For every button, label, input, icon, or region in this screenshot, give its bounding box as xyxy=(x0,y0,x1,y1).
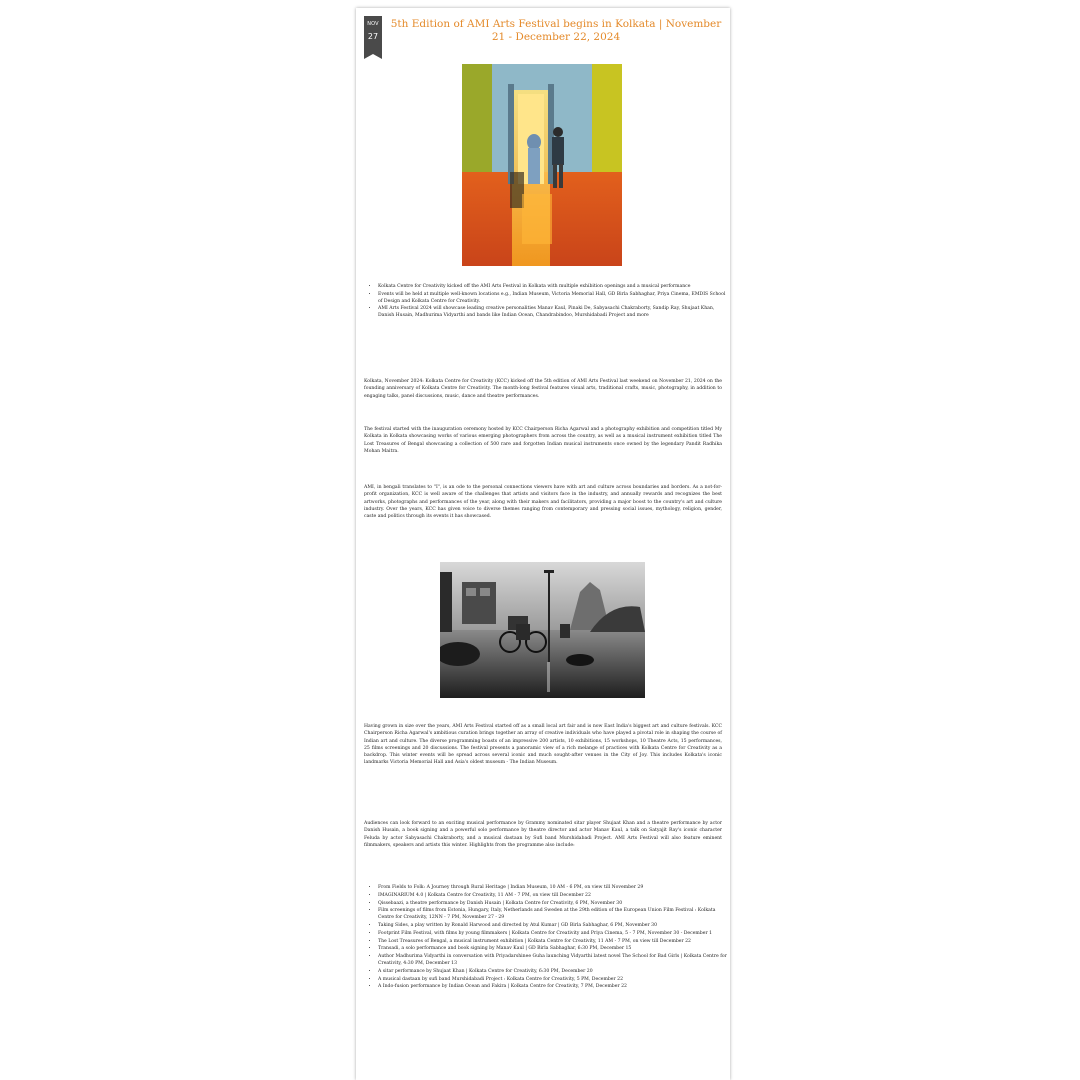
date-badge xyxy=(364,16,382,54)
list-item: • Footprint Film Festival, with films by young filmmakers | Kolkata Centre for Creativity and Priya Cinema, 5 - 7 PM, November 30 - December 1 xyxy=(378,931,728,938)
list-item: • Taking Sides, a play written by Ronald Harwood and directed by Atul Kumar | GD Birla Sabhaghar, 6 PM, November 30 xyxy=(378,923,728,930)
date-day: 27 xyxy=(367,32,379,41)
article-card xyxy=(356,8,730,1080)
paragraph: The festival started with the inauguration ceremony hosted by KCC Chairperson Richa Agarwal and a photography exhibition and competition titled My Kolkata in Kolkata showcasing works of various emerging photographers from across the country, as well as a musical instrument exhibition titled The Lost Treasures of Bengal showcasing a collection of 500 rare and forgotten Indian musical instruments once owned by the legendary Pandit Radhika Mohan Maitra. xyxy=(364,427,722,454)
paragraph: AMI, in bengali translates to "I", is an ode to the personal connections viewers have with art and culture across boundaries and borders. As a not-for-profit organization, KCC is well aware of the challenges that artists and visitors face in the industry, and annually rewards and recognizes the best artworks, photographs and performances of the year, along with their makers and facilitators, providing a major boost to the country's art and culture industry. Over the years, KCC has given voice to diverse themes ranging from contemporary and pressing social issues, mythology, religion, gender, caste and politics through its events it has showcased. xyxy=(364,485,722,520)
list-item: • A musical dastaan by sufi band Murshidabadi Project : Kolkata Centre for Creativity, 5 PM, December 22 xyxy=(378,977,728,984)
list-item: • IMAGINARIUM 4.0 | Kolkata Centre for Creativity, 11 AM - 7 PM, on view till December 22 xyxy=(378,893,728,900)
list-item: • Events will be held at multiple well-known locations e.g., Indian Museum, Victoria Memorial Hall, GD Birla Sabhaghar, Priya Cinema, EMDIS School of Design and Kolkata Centre for Creativity. xyxy=(378,292,728,306)
date-month: NOV xyxy=(367,21,379,27)
paragraph: Having grown in size over the years, AMI Arts Festival started off as a small local art fair and is now East India's biggest art and culture festivals. KCC Chairperson Richa Agarwal's ambitious curation brings together an array of creative individuals who have played a pivotal role in shaping the course of Indian art and culture. The diverse programming boasts of an impressive 200 artists, 10 exhibitions, 15 workshops, 10 Theatre Acts, 15 performances, 25 films screenings and 20 discussions. The festival presents a panoramic view of a rich melange of practices with Kolkata Centre for Creativity as a backdrop. This winter events will be spread across several iconic and much sought-after venues in the City of Joy. This includes Kolkata's iconic landmarks Victoria Memorial Hall and Asia's oldest museum - The Indian Museum. xyxy=(364,724,722,766)
list-item: • Transadi, a solo performance and book signing by Manav Kaul | GD Birla Sabhaghar, 6:30 PM, December 15 xyxy=(378,946,728,953)
list-item: • Qissebaazi, a theatre performance by Danish Husain | Kolkata Centre for Creativity, 6 PM, November 30 xyxy=(378,901,728,908)
list-item: • From Fields to Folk: A Journey through Rural Heritage | Indian Museum, 10 AM - 6 PM, on view till November 29 xyxy=(378,885,728,892)
list-item: • A sitar performance by Shujaat Khan | Kolkata Centre for Creativity, 6:30 PM, December 20 xyxy=(378,969,728,976)
programme-list xyxy=(356,885,728,992)
festival-doorway-photo xyxy=(462,64,622,266)
highlights-list xyxy=(356,284,728,321)
paragraph: Audiences can look forward to an exciting musical performance by Grammy nominated sitar player Shujaat Khan and a theatre performance by actor Danish Husain, a book signing and a powerful solo performance by theatre director and actor Manav Kaul, a talk on Satyajit Ray's iconic character Feluda by actor Sabyasachi Chakraborty, and a musical dastaan by Sufi band Murshidabadi Project. AMI Arts Festival will also feature eminent filmmakers, speakers and artists this winter. Highlights from the programme also include: xyxy=(364,821,722,848)
article-title[interactable]: 5th Edition of AMI Arts Festival begins in Kolkata | November 21 - December 22, 2024 xyxy=(390,18,722,43)
list-item: • Author Madhurima Vidyarthi in conversation with Priyadarshinee Guha launching Vidyarthi latest novel The School for Bad Girls | Kolkata Centre for Creativity, 4:30 PM, December 13 xyxy=(378,954,728,968)
list-item: • Kolkata Centre for Creativity kicked off the AMI Arts Festival in Kolkata with multiple exhibition openings and a musical performance xyxy=(378,284,728,291)
paragraph: Kolkata, November 2024: Kolkata Centre for Creativity (KCC) kicked off the 5th edition of AMI Arts Festival last weekend on November 21, 2024 on the founding anniversary of Kolkata Centre for Creativity. The month-long festival features visual arts, traditional crafts, music, photography, in addition to engaging talks, panel discussions, music, dance and theatre performances. xyxy=(364,379,722,399)
list-item: • The Lost Treasures of Bengal, a musical instrument exhibition | Kolkata Centre for Creativity, 11 AM - 7 PM, on view till December 22 xyxy=(378,939,728,946)
list-item: • A Indo-fusion performance by Indian Ocean and Fakira | Kolkata Centre for Creativity, 7 PM, December 22 xyxy=(378,984,728,991)
list-item: • AMI Arts Festival 2024 will showcase leading creative personalities Manav Kaul, Pinaki De, Sabyasachi Chakraborty, Sandip Ray, Shujaat Khan, Danish Husain, Madhurima Vidyarthi and bands like Indian Ocean, Chandrabindoo, Murshidabadi Project and more xyxy=(378,306,728,320)
flooded-street-photo xyxy=(440,562,645,698)
list-item: • Film screenings of films from Estonia, Hungary, Italy, Netherlands and Sweden at the 29th edition of the European Union Film Festival : Kolkata Centre for Creativity, 12NN - 7 PM, November 27 - 29 xyxy=(378,908,728,922)
